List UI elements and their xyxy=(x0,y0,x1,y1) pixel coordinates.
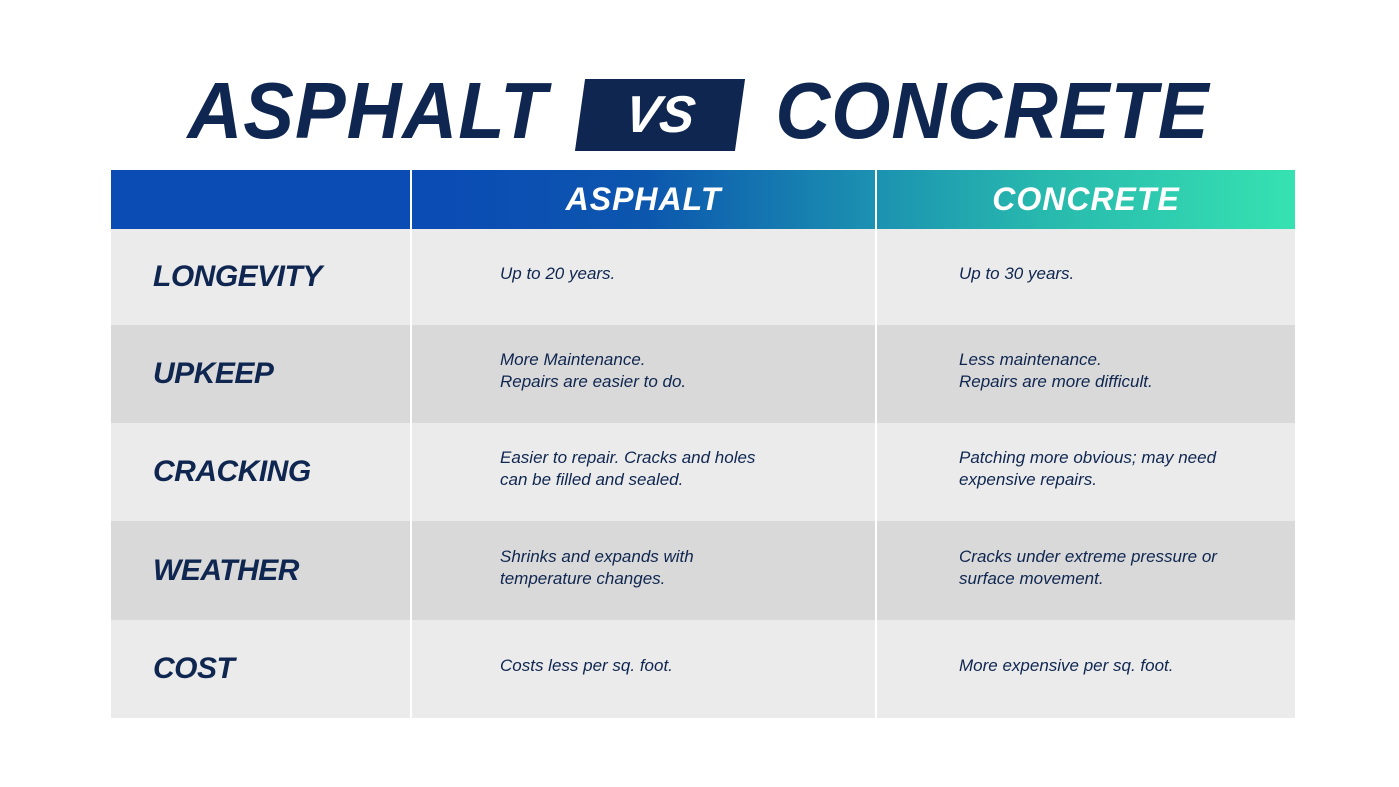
header-concrete: CONCRETE xyxy=(992,181,1180,217)
row-label: LONGEVITY xyxy=(111,229,412,325)
row-label: CRACKING xyxy=(111,423,412,521)
table-header xyxy=(111,170,1295,229)
concrete-cell: Patching more obvious; may need expensive repairs. xyxy=(877,423,1295,521)
asphalt-cell: Costs less per sq. foot. xyxy=(412,620,877,718)
title-concrete: CONCRETE xyxy=(775,66,1210,155)
vs-badge: VS xyxy=(575,79,745,151)
table-row xyxy=(111,325,1295,423)
comparison-table xyxy=(111,170,1295,718)
table-row xyxy=(111,521,1295,620)
row-label: UPKEEP xyxy=(111,325,412,423)
table-row xyxy=(111,423,1295,521)
header-empty xyxy=(111,170,412,229)
asphalt-cell: More Maintenance. Repairs are easier to do. xyxy=(412,325,877,423)
asphalt-cell: Shrinks and expands with temperature changes. xyxy=(412,521,877,620)
row-label: WEATHER xyxy=(111,521,412,620)
concrete-cell: Up to 30 years. xyxy=(877,229,1295,325)
table-row xyxy=(111,620,1295,718)
header-asphalt: ASPHALT xyxy=(412,170,877,229)
asphalt-cell: Up to 20 years. xyxy=(412,229,877,325)
title-asphalt: ASPHALT xyxy=(187,66,547,155)
concrete-cell: Less maintenance. Repairs are more difficult. xyxy=(877,325,1295,423)
table-row xyxy=(111,229,1295,325)
page-title xyxy=(0,68,1399,154)
concrete-cell: More expensive per sq. foot. xyxy=(877,620,1295,718)
asphalt-cell: Easier to repair. Cracks and holes can be filled and sealed. xyxy=(412,423,877,521)
concrete-cell: Cracks under extreme pressure or surface movement. xyxy=(877,521,1295,620)
row-label: COST xyxy=(111,620,412,718)
